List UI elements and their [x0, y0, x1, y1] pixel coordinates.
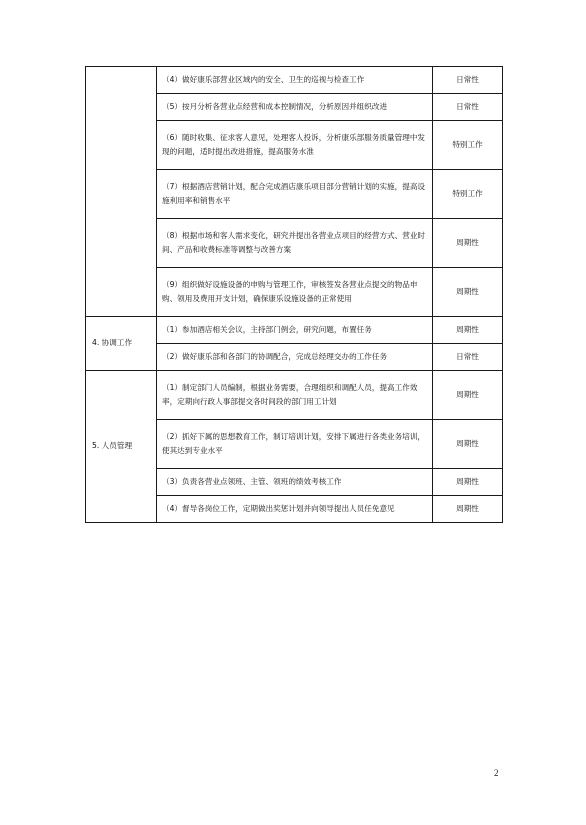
- task-cell: （5）按月分析各营业点经营和成本控制情况，分析原因并组织改进: [157, 94, 433, 121]
- frequency-cell: 日常性: [433, 344, 503, 371]
- task-cell: （2）做好康乐部和各部门的协调配合，完成总经理交办的工作任务: [157, 344, 433, 371]
- frequency-cell: 特别工作: [433, 170, 503, 219]
- task-cell: （7）根据酒店营销计划，配合完成酒店康乐项目部分营销计划的实施，提高设施利用率和销售水平: [157, 170, 433, 219]
- task-cell: （1）参加酒店相关会议，主持部门例会，研究问题，布置任务: [157, 317, 433, 344]
- table-row: [86, 371, 503, 420]
- category-cell: 4. 协调工作: [86, 317, 157, 371]
- task-cell: （8）根据市场和客人需求变化，研究并提出各营业点项目的经营方式、营业时间、产品和收费标准等调整与改善方案: [157, 219, 433, 268]
- task-cell: （6）随时收集、征求客人意见，处理客人投诉，分析康乐部服务质量管理中发现的问题，适时提出改进措施，提高服务水准: [157, 121, 433, 170]
- task-cell: （2）抓好下属的思想教育工作，制订培训计划，安排下属进行各类业务培训，使其达到专业水平: [157, 420, 433, 469]
- frequency-cell: 特别工作: [433, 121, 503, 170]
- task-cell: （1）制定部门人员编制，根据业务需要，合理组织和调配人员，提高工作效率，定期向行政人事部提交各时间段的部门用工计划: [157, 371, 433, 420]
- frequency-cell: 日常性: [433, 94, 503, 121]
- frequency-cell: 周期性: [433, 219, 503, 268]
- task-cell: （4）做好康乐部营业区域内的安全、卫生的巡视与检查工作: [157, 67, 433, 94]
- frequency-cell: 周期性: [433, 317, 503, 344]
- frequency-cell: 周期性: [433, 420, 503, 469]
- duty-table: [85, 66, 503, 523]
- category-cell: [86, 67, 157, 317]
- task-cell: （9）组织做好设施设备的申购与管理工作，审核签发各营业点提交的物品申购、领用及费用开支计划，确保康乐设施设备的正常使用: [157, 268, 433, 317]
- frequency-cell: 周期性: [433, 496, 503, 523]
- frequency-cell: 日常性: [433, 67, 503, 94]
- table-row: [86, 67, 503, 94]
- task-cell: （3）负责各营业点领班、主管、领班的绩效考核工作: [157, 469, 433, 496]
- category-cell: 5. 人员管理: [86, 371, 157, 523]
- frequency-cell: 周期性: [433, 469, 503, 496]
- page-number: 2: [494, 768, 499, 778]
- task-cell: （4）督导各岗位工作，定期做出奖惩计划并向领导提出人员任免意见: [157, 496, 433, 523]
- frequency-cell: 周期性: [433, 371, 503, 420]
- frequency-cell: 周期性: [433, 268, 503, 317]
- table-row: [86, 317, 503, 344]
